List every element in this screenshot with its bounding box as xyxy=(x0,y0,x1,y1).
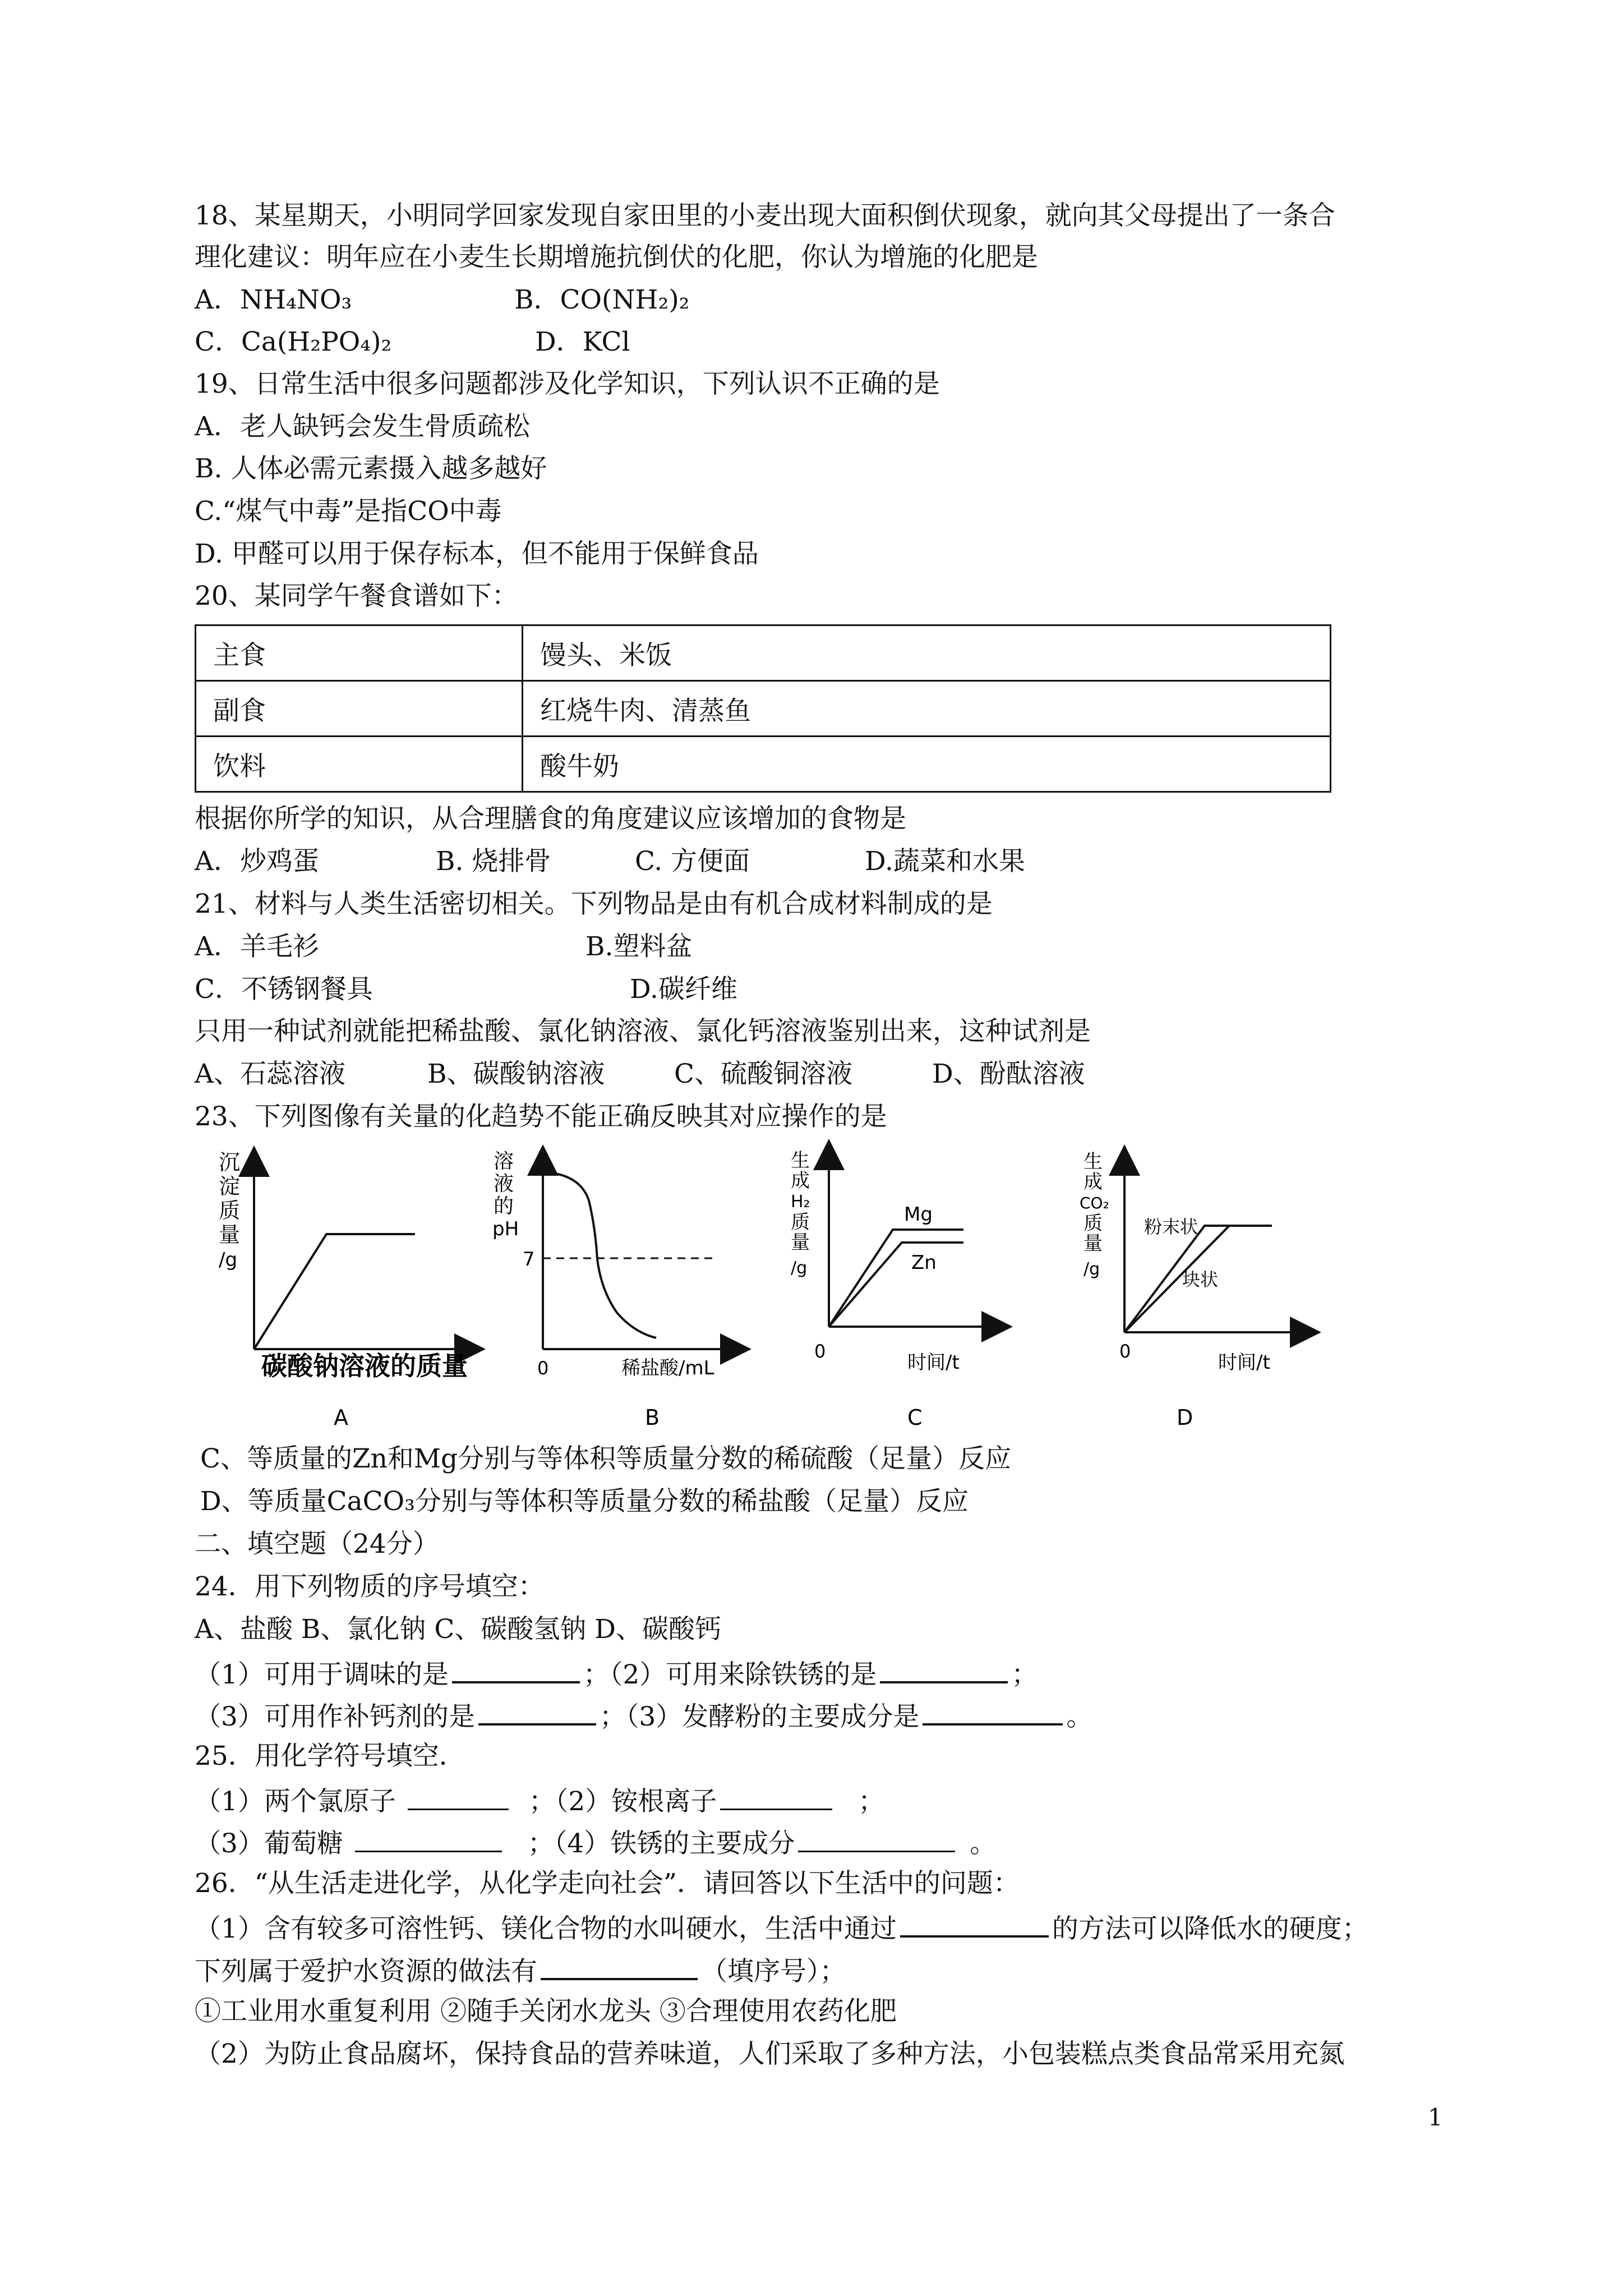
q24-stem: 24．用下列物质的序号填空： xyxy=(195,1571,545,1602)
q19-option-a: A．老人缺钙会发生骨质疏松 xyxy=(195,411,530,442)
graph-d xyxy=(1080,1151,1306,1430)
q25-prompt-3: （3）葡萄糖 xyxy=(195,1828,352,1859)
q23-note-c: C、等质量的Zn和Mg分别与等体积等质量分数的稀硫酸（足量）反应 xyxy=(200,1443,1012,1474)
table-cell: 红烧牛肉、清蒸鱼 xyxy=(523,681,1331,737)
graph-a-ylabel-4: 量 xyxy=(219,1222,241,1247)
answer-blank[interactable] xyxy=(408,1784,509,1810)
graph-d-series-powder: 粉末状 xyxy=(1144,1216,1198,1237)
graph-c-series-mg: Mg xyxy=(904,1203,933,1226)
q25-prompt-4: ；（4）铁锈的主要成分 xyxy=(527,1828,795,1859)
graph-c-ylabel-2: 成 xyxy=(791,1170,810,1192)
q22-option-d: D、酚酞溶液 xyxy=(932,1059,1085,1089)
q26-prompt-1: （1）含有较多可溶性钙、镁化合物的水叫硬水，生活中通过 xyxy=(195,1913,897,1944)
q25-prompt-2: ；（2）铵根离子 xyxy=(528,1786,717,1817)
q20-option-d: D.蔬菜和水果 xyxy=(865,846,1025,877)
table-cell: 副食 xyxy=(196,681,523,737)
graph-c xyxy=(791,1149,997,1430)
q26-stem: 26．“从生活走进化学，从化学走向社会”．请回答以下生活中的问题： xyxy=(195,1868,1020,1899)
q21-option-d: D.碳纤维 xyxy=(630,974,737,1005)
answer-blank[interactable] xyxy=(923,1699,1063,1726)
q26-line4: （2）为防止食品腐坏，保持食品的营养味道，人们采取了多种方法，小包装糕点类食品常采用充氮 xyxy=(195,2039,1345,2069)
graph-b-origin: 0 xyxy=(537,1358,549,1379)
q21-stem: 21、材料与人类生活密切相关。下列物品是由有机合成材料制成的是 xyxy=(195,889,993,919)
q19-stem: 19、日常生活中很多问题都涉及化学知识，下列认识不正确的是 xyxy=(195,369,940,399)
graph-d-caption: D xyxy=(1177,1405,1193,1430)
q26-prompt-4: （填序号）； xyxy=(701,1956,846,1987)
q25-end-1: ； xyxy=(858,1786,885,1817)
answer-blank[interactable] xyxy=(541,1953,698,1980)
q22-option-b: B、碳酸钠溶液 xyxy=(427,1059,605,1089)
q24-prompt-1: （1）可用于调味的是 xyxy=(195,1659,449,1690)
graph-b-ylabel-1: 溶 xyxy=(494,1150,514,1173)
q24-end-1: ； xyxy=(1011,1659,1038,1690)
q26-prompt-3: 下列属于爱护水资源的做法有 xyxy=(195,1956,537,1987)
graph-c-caption: C xyxy=(907,1405,923,1430)
q23-stem: 23、下列图像有关量的化趋势不能正确反映其对应操作的是 xyxy=(195,1101,887,1132)
q24-prompt-3: （3）可用作补钙剂的是 xyxy=(195,1701,475,1732)
graph-a-curve xyxy=(254,1234,415,1349)
q20-option-b: B. 烧排骨 xyxy=(436,846,551,877)
q20-option-c: C. 方便面 xyxy=(635,846,750,877)
answer-blank[interactable] xyxy=(900,1911,1049,1938)
q22-stem: 只用一种试剂就能把稀盐酸、氯化钠溶液、氯化钙溶液鉴别出来，这种试剂是 xyxy=(195,1016,1091,1047)
q18-option-b: B．CO(NH₂)₂ xyxy=(514,284,690,315)
table-cell: 饮料 xyxy=(196,737,523,792)
q26-line2 xyxy=(195,1953,846,1987)
graph-b-xlabel: 稀盐酸/mL xyxy=(621,1357,714,1379)
q24-line2 xyxy=(195,1699,1092,1733)
graph-d-ylabel-2: 成 xyxy=(1083,1171,1103,1193)
graph-d-ylabel-6: /g xyxy=(1083,1259,1100,1279)
graph-d-ylabel-5: 量 xyxy=(1083,1232,1103,1255)
q26-line1 xyxy=(195,1911,1368,1945)
graph-c-origin: 0 xyxy=(814,1341,826,1362)
graph-c-ylabel-4: 质 xyxy=(791,1211,810,1234)
graph-b-ylabel-2: 液 xyxy=(494,1172,514,1195)
q25-stem: 25．用化学符号填空． xyxy=(195,1741,465,1772)
q20-stem: 20、某同学午餐食谱如下： xyxy=(195,581,518,611)
q25-prompt-1: （1）两个氯原子 xyxy=(195,1786,404,1817)
q19-option-c: C.“煤气中毒”是指CO中毒 xyxy=(195,496,502,527)
q18-stem-line2: 理化建议：明年应在小麦生长期增施抗倒伏的化肥，你认为增施的化肥是 xyxy=(195,242,1038,273)
graph-a-xlabel: 碳酸钠溶液的质量 xyxy=(261,1351,468,1381)
graph-d-ylabel-4: 质 xyxy=(1083,1212,1103,1235)
q24-line1 xyxy=(195,1657,1038,1691)
q25-line2 xyxy=(195,1826,996,1860)
q24-prompt-2: ；（2）可用来除铁锈的是 xyxy=(583,1659,877,1690)
q24-choices: A、盐酸 B、氯化钠 C、碳酸氢钠 D、碳酸钙 xyxy=(195,1614,721,1645)
q22-option-c: C、硫酸铜溶液 xyxy=(674,1059,852,1089)
answer-blank[interactable] xyxy=(798,1826,955,1852)
section-heading: 二、填空题（24分） xyxy=(195,1529,439,1559)
answer-blank[interactable] xyxy=(355,1826,502,1852)
graph-c-xlabel: 时间/t xyxy=(907,1351,960,1374)
graph-b-ylabel-4: pH xyxy=(492,1218,519,1240)
graph-b-caption: B xyxy=(645,1405,660,1430)
graph-b-curve xyxy=(547,1172,656,1338)
q19-option-b: B. 人体必需元素摄入越多越好 xyxy=(195,453,547,484)
graph-a xyxy=(219,1150,470,1430)
graph-d-ylabel-3: CO₂ xyxy=(1080,1194,1109,1212)
q26-prompt-2: 的方法可以降低水的硬度； xyxy=(1052,1913,1368,1944)
q18-option-d: D．KCl xyxy=(535,326,630,357)
q21-option-c: C．不锈钢餐具 xyxy=(195,974,373,1005)
graph-c-curve-zn xyxy=(829,1243,963,1327)
q25-end-2: 。 xyxy=(970,1828,997,1859)
table-cell: 主食 xyxy=(196,625,523,681)
q18-option-a: A．NH₄NO₃ xyxy=(195,284,352,315)
answer-blank[interactable] xyxy=(452,1657,580,1683)
q26-line3: ①工业用水重复利用 ②随手关闭水龙头 ③合理使用农药化肥 xyxy=(195,1996,897,2027)
graph-c-ylabel-3: H₂ xyxy=(791,1192,810,1212)
graph-d-xlabel: 时间/t xyxy=(1218,1351,1270,1374)
graph-a-caption: A xyxy=(334,1405,348,1430)
q24-prompt-4: ；（3）发酵粉的主要成分是 xyxy=(599,1701,920,1732)
table-cell: 酸牛奶 xyxy=(523,737,1331,792)
q18-option-c: C．Ca(H₂PO₄)₂ xyxy=(195,326,392,357)
graph-c-curve-mg xyxy=(829,1230,963,1327)
graph-a-ylabel-1: 沉 xyxy=(219,1150,241,1175)
graph-c-ylabel-1: 生 xyxy=(791,1149,810,1172)
graph-d-series-block: 块状 xyxy=(1182,1269,1219,1290)
q24-end-2: 。 xyxy=(1066,1701,1093,1732)
graph-a-ylabel-3: 质 xyxy=(219,1198,241,1223)
answer-blank[interactable] xyxy=(478,1699,596,1726)
graph-b xyxy=(492,1150,736,1430)
graph-c-ylabel-5: 量 xyxy=(791,1231,810,1254)
page-number: 1 xyxy=(1428,2104,1443,2131)
q19-option-d: D. 甲醛可以用于保存标本，但不能用于保鲜食品 xyxy=(195,539,759,569)
answer-blank[interactable] xyxy=(720,1784,832,1810)
graph-c-ylabel-6: /g xyxy=(791,1258,808,1278)
q25-line1 xyxy=(195,1784,884,1818)
q22-option-a: A、石蕊溶液 xyxy=(195,1059,345,1089)
graph-d-ylabel-1: 生 xyxy=(1083,1151,1103,1173)
q21-option-b: B.塑料盆 xyxy=(585,931,693,962)
graph-a-ylabel-5: /g xyxy=(219,1249,238,1271)
graph-c-series-zn: Zn xyxy=(911,1251,937,1274)
graph-d-origin: 0 xyxy=(1119,1341,1131,1362)
graph-a-ylabel-2: 淀 xyxy=(219,1174,241,1199)
graph-b-ylabel-3: 的 xyxy=(494,1195,514,1218)
q23-note-d: D、等质量CaCO₃分别与等体积等质量分数的稀盐酸（足量）反应 xyxy=(200,1486,969,1517)
graph-b-mark-7: 7 xyxy=(523,1248,535,1271)
q21-option-a: A．羊毛衫 xyxy=(195,931,319,962)
q18-stem-line1: 18、某星期天，小明同学回家发现自家田里的小麦出现大面积倒伏现象，就向其父母提出了一条合 xyxy=(195,200,1335,231)
table-cell: 馒头、米饭 xyxy=(523,625,1331,681)
q20-followup: 根据你所学的知识，从合理膳食的角度建议应该增加的食物是 xyxy=(195,803,906,834)
answer-blank[interactable] xyxy=(880,1657,1008,1683)
q20-option-a: A．炒鸡蛋 xyxy=(195,846,319,877)
